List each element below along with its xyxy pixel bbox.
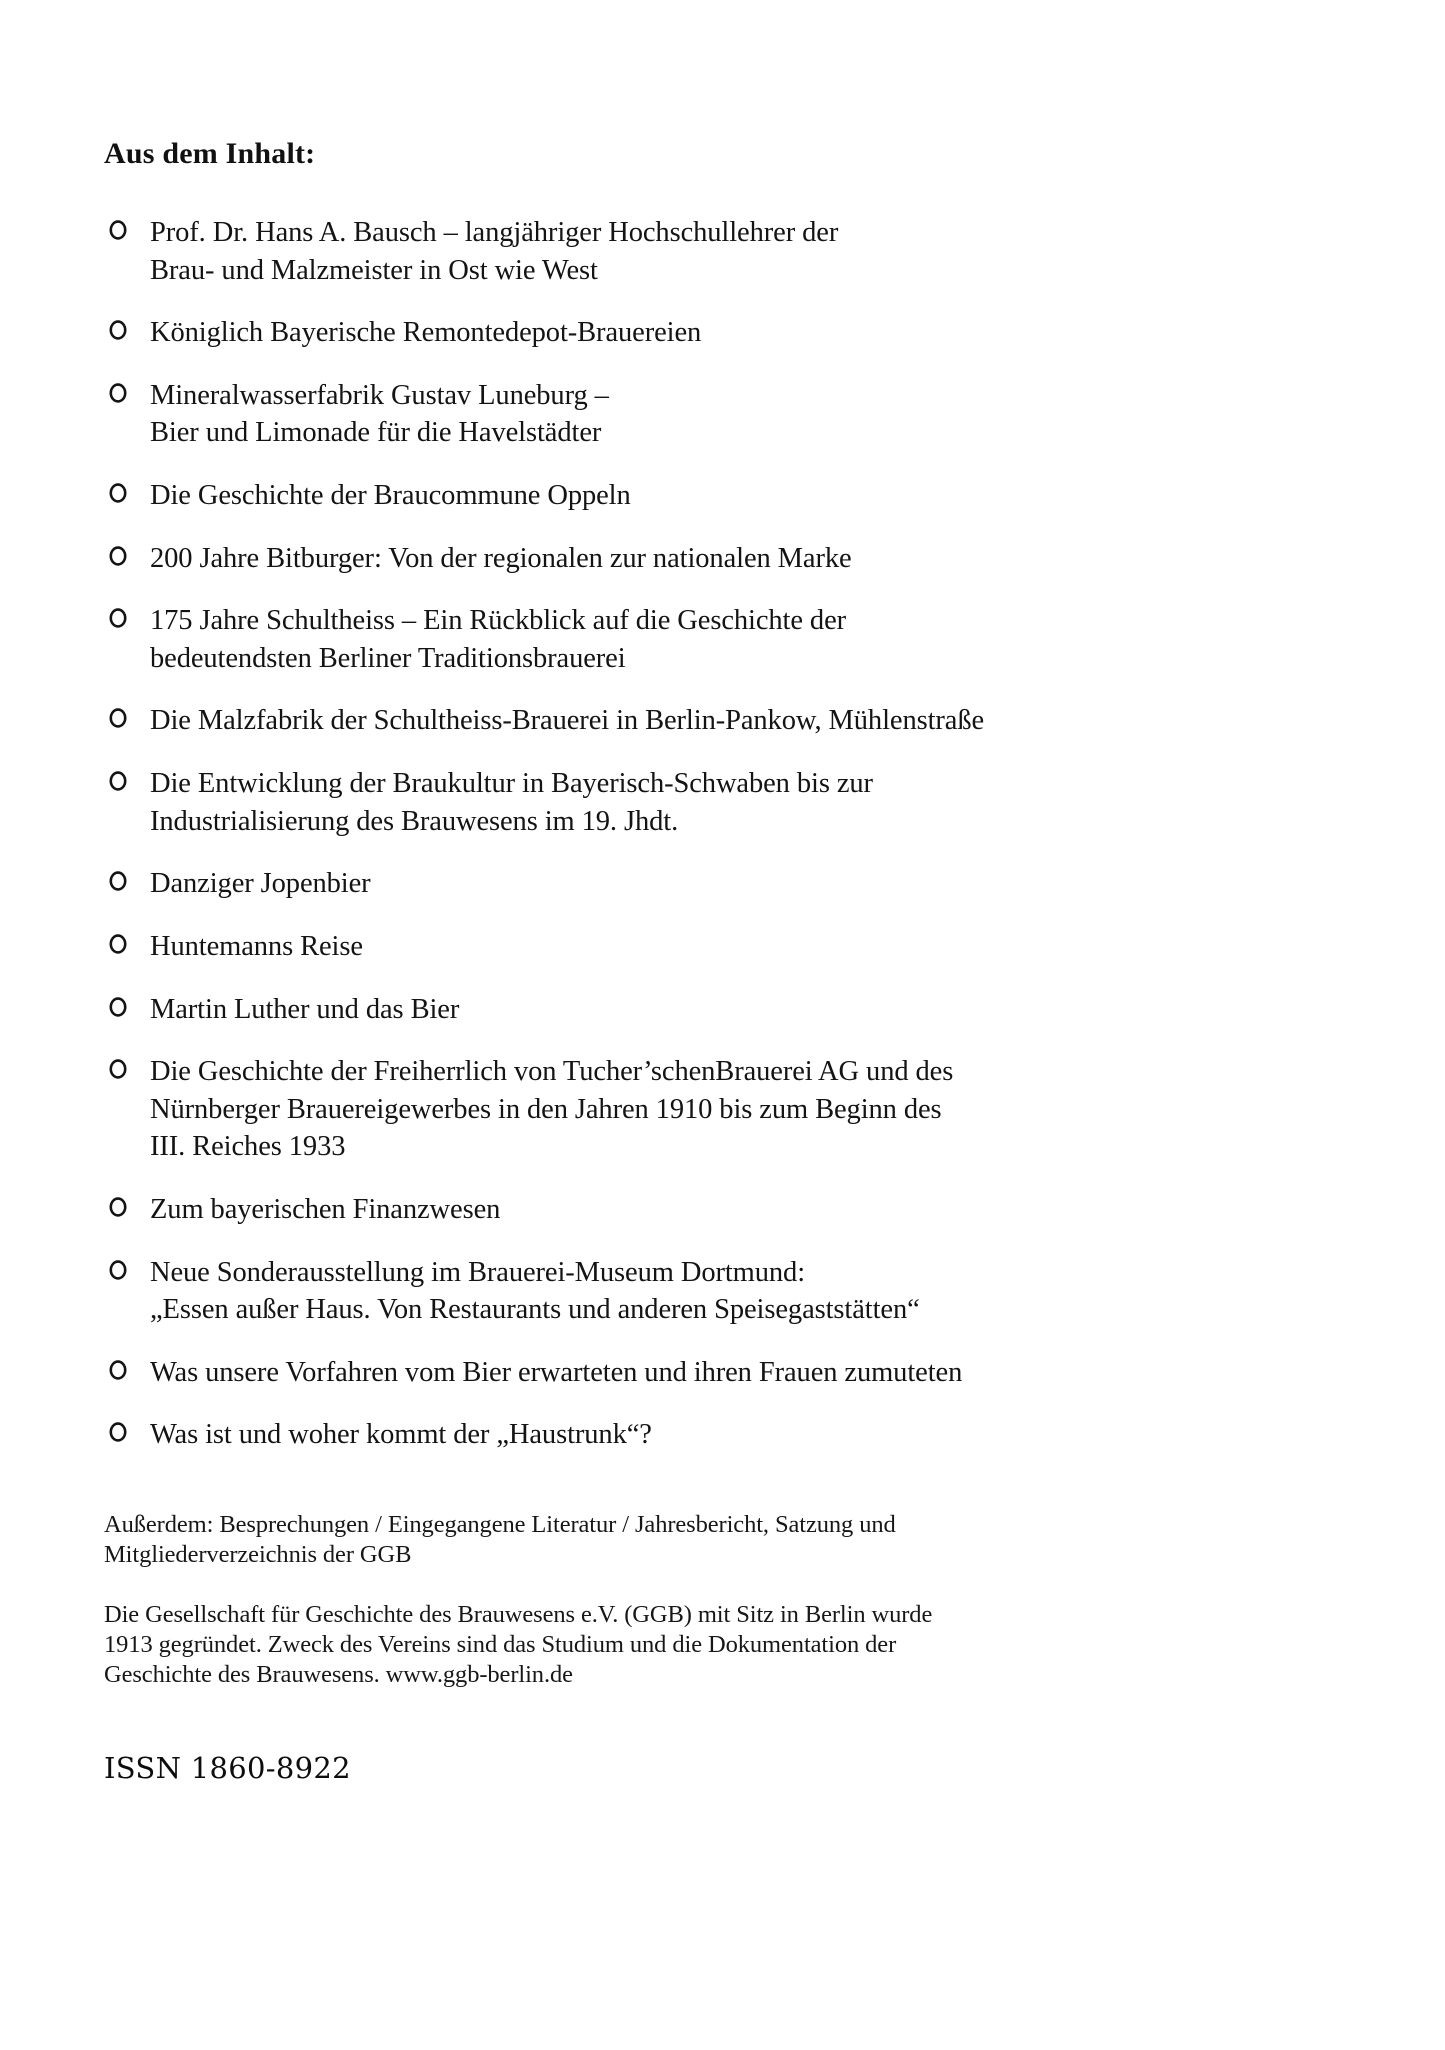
open-circle-bullet-icon — [108, 1416, 134, 1452]
open-circle-bullet-icon — [108, 1254, 134, 1290]
open-circle-bullet-icon — [108, 991, 134, 1027]
list-item[interactable] — [104, 1254, 1325, 1329]
open-circle-bullet-icon — [108, 1191, 134, 1227]
list-item-line: 175 Jahre Schultheiss – Ein Rückblick auf die Geschichte der — [150, 605, 847, 637]
list-item-line: bedeutendsten Berliner Traditionsbrauerei — [150, 642, 626, 674]
list-item-line: 200 Jahre Bitburger: Von der regionalen zur nationalen Marke — [150, 542, 852, 574]
list-item-line: „Essen außer Haus. Von Restaurants und anderen Speisegaststätten“ — [150, 1294, 920, 1326]
footer-note-line: Geschichte des Brauwesens. www.ggb-berlin.de — [104, 1660, 573, 1688]
footer-notes — [104, 1510, 1325, 1689]
list-item[interactable] — [104, 1191, 1325, 1229]
list-item-text — [150, 1416, 1325, 1454]
list-item-text — [150, 377, 1325, 452]
list-item-text — [150, 214, 1325, 289]
list-item[interactable] — [104, 602, 1325, 677]
open-circle-bullet-icon — [108, 477, 134, 513]
list-item-text — [150, 1191, 1325, 1229]
list-item-line: Die Geschichte der Braucommune Oppeln — [150, 480, 631, 512]
list-item-line: Bier und Limonade für die Havelstädter — [150, 417, 602, 449]
list-item-text — [150, 702, 1325, 740]
list-item[interactable] — [104, 314, 1325, 352]
table-of-contents-list — [104, 214, 1325, 1454]
list-item[interactable] — [104, 214, 1325, 289]
open-circle-bullet-icon — [108, 928, 134, 964]
list-item-line: Königlich Bayerische Remontedepot-Brauereien — [150, 317, 702, 349]
list-item-line: Was unsere Vorfahren vom Bier erwarteten und ihren Frauen zumuteten — [150, 1356, 963, 1388]
footer-note-line: Mitgliederverzeichnis der GGB — [104, 1540, 412, 1568]
list-item-text — [150, 928, 1325, 966]
list-item-line: Neue Sonderausstellung im Brauerei-Museum Dortmund: — [150, 1256, 806, 1288]
list-item-text — [150, 991, 1325, 1029]
footer-note-line: Außerdem: Besprechungen / Eingegangene Literatur / Jahresbericht, Satzung und — [104, 1511, 896, 1539]
list-item-text — [150, 1053, 1325, 1166]
list-item-line: Martin Luther und das Bier — [150, 993, 460, 1025]
list-item-line: Die Malzfabrik der Schultheiss-Brauerei in Berlin-Pankow, Mühlenstraße — [150, 705, 985, 737]
open-circle-bullet-icon — [108, 865, 134, 901]
open-circle-bullet-icon — [108, 602, 134, 638]
list-item-line: Brau- und Malzmeister in Ost wie West — [150, 254, 598, 286]
footer-note — [104, 1510, 1325, 1570]
list-item-line: Zum bayerischen Finanzwesen — [150, 1193, 501, 1225]
list-item[interactable] — [104, 702, 1325, 740]
list-item-text — [150, 865, 1325, 903]
open-circle-bullet-icon — [108, 214, 134, 250]
list-item-text — [150, 765, 1325, 840]
footer-note-line: Die Gesellschaft für Geschichte des Brauwesens e.V. (GGB) mit Sitz in Berlin wurde — [104, 1600, 933, 1628]
list-item[interactable] — [104, 540, 1325, 578]
open-circle-bullet-icon — [108, 1354, 134, 1390]
list-item-text — [150, 602, 1325, 677]
list-item-line: Nürnberger Brauereigewerbes in den Jahren 1910 bis zum Beginn des — [150, 1093, 942, 1125]
open-circle-bullet-icon — [108, 377, 134, 413]
list-item-text — [150, 540, 1325, 578]
list-item[interactable] — [104, 1354, 1325, 1392]
open-circle-bullet-icon — [108, 540, 134, 576]
list-item[interactable] — [104, 991, 1325, 1029]
list-item-line: Industrialisierung des Brauwesens im 19. Jhdt. — [150, 805, 679, 837]
footer-note — [104, 1600, 1325, 1690]
list-item[interactable] — [104, 928, 1325, 966]
list-item[interactable] — [104, 1053, 1325, 1166]
list-item-line: Was ist und woher kommt der „Haustrunk“? — [150, 1419, 652, 1451]
list-item-line: Danziger Jopenbier — [150, 868, 371, 900]
footer-note-line: 1913 gegründet. Zweck des Vereins sind das Studium und die Dokumentation der — [104, 1630, 897, 1658]
list-item-line: Die Geschichte der Freiherrlich von Tucher’schenBrauerei AG und des — [150, 1056, 954, 1088]
list-item-line: Mineralwasserfabrik Gustav Luneburg – — [150, 379, 609, 411]
open-circle-bullet-icon — [108, 702, 134, 738]
list-item-text — [150, 1354, 1325, 1392]
page-title: Aus dem Inhalt: — [104, 137, 316, 170]
list-item-text — [150, 1254, 1325, 1329]
list-item[interactable] — [104, 865, 1325, 903]
list-item-line: Die Entwicklung der Braukultur in Bayerisch-Schwaben bis zur — [150, 768, 873, 800]
list-item[interactable] — [104, 765, 1325, 840]
list-item[interactable] — [104, 377, 1325, 452]
list-item-text — [150, 477, 1325, 515]
open-circle-bullet-icon — [108, 765, 134, 801]
list-item-line: Huntemanns Reise — [150, 930, 363, 962]
issn-number: ISSN 1860-8922 — [104, 1751, 351, 1786]
list-item[interactable] — [104, 477, 1325, 515]
open-circle-bullet-icon — [108, 314, 134, 350]
list-item[interactable] — [104, 1416, 1325, 1454]
open-circle-bullet-icon — [108, 1053, 134, 1089]
list-item-line: III. Reiches 1933 — [150, 1131, 346, 1163]
list-item-text — [150, 314, 1325, 352]
list-item-line: Prof. Dr. Hans A. Bausch – langjähriger Hochschullehrer der — [150, 217, 839, 248]
